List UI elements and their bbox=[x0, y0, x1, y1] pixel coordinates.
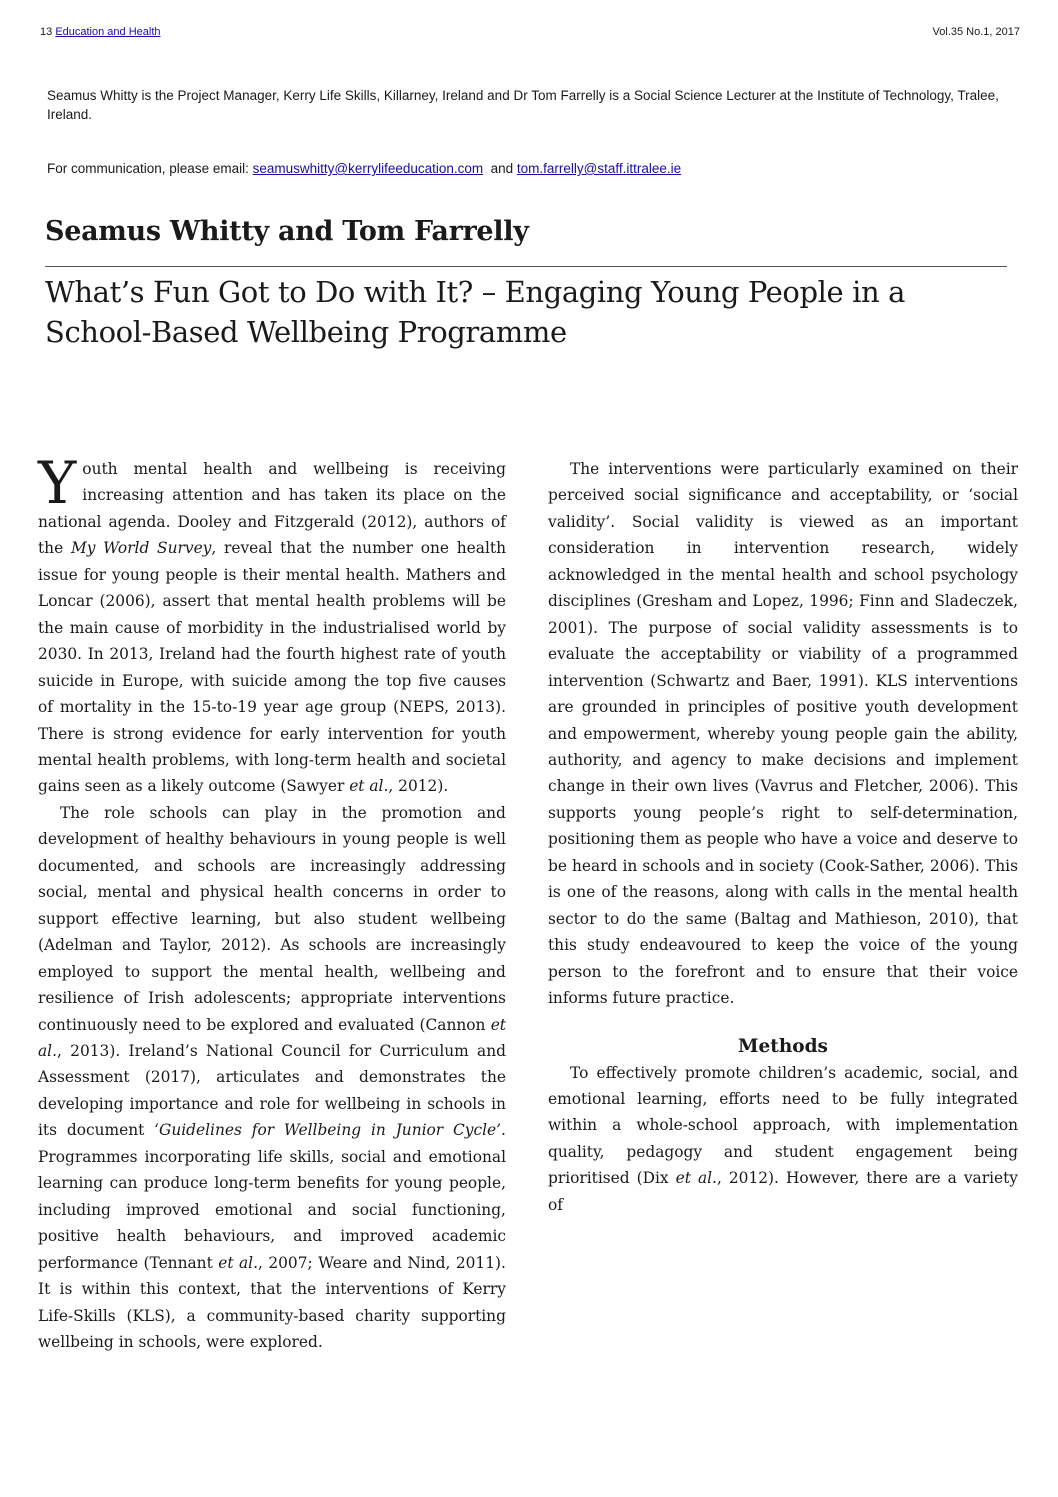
text-run bbox=[422, 1148, 429, 1166]
text-run bbox=[140, 963, 151, 981]
text-run: charity bbox=[355, 1306, 411, 1325]
text-run bbox=[428, 883, 438, 901]
text-run bbox=[114, 989, 124, 1007]
text-run bbox=[135, 804, 150, 822]
text-run bbox=[57, 1121, 67, 1139]
text-run: of bbox=[438, 1280, 454, 1299]
text-run: employed bbox=[38, 962, 114, 981]
text-run: Life-Skills bbox=[38, 1306, 116, 1325]
text-run bbox=[116, 1307, 127, 1325]
text-run: development bbox=[38, 830, 139, 849]
text-run bbox=[366, 936, 375, 954]
text-run: 2013). bbox=[70, 1041, 121, 1060]
text-run: in bbox=[413, 883, 429, 902]
text-italic bbox=[274, 1121, 284, 1139]
text-run bbox=[176, 1307, 187, 1325]
text-run: behaviours, bbox=[184, 1227, 276, 1246]
text-run bbox=[337, 1201, 352, 1219]
text-run: , bbox=[57, 1041, 62, 1060]
text-run: to bbox=[124, 962, 141, 981]
text-run bbox=[264, 883, 274, 901]
text-run: improved bbox=[340, 1227, 414, 1246]
text-run: in bbox=[321, 830, 337, 849]
text-run: and bbox=[477, 1041, 506, 1060]
contact-and: and bbox=[483, 161, 517, 176]
text-run: of bbox=[123, 989, 139, 1008]
text-run: , reveal that the number one health issue for young people is their mental health. Mathers and Loncar (2006), assert that mental health problems will be the main cause of morbidity in the industrialised world by 2030. In 2013, Ireland had the fourth highest rate of youth suicide in Europe, with suicide among the top five causes of mortality in the 15-to-19 year age group (NEPS, 2013). There is strong evidence for early intervention for youth mental health problems, with long-term health and societal gains seen as a likely outcome (Sawyer bbox=[38, 539, 506, 796]
text-run bbox=[111, 1201, 126, 1219]
text-run: To effectively promote children’s academic, social, and emotional learning, efforts need to be fully integrated within a whole-school approach, with implementation quality, pedagogy and student engagement being prioritised (Dix bbox=[548, 1063, 1018, 1188]
text-run: health bbox=[273, 883, 323, 902]
text-run: well bbox=[473, 830, 506, 849]
text-run bbox=[417, 910, 430, 928]
text-run: continuously bbox=[38, 1015, 138, 1034]
text-run bbox=[462, 804, 477, 822]
text-run: are bbox=[375, 936, 402, 955]
text-run bbox=[367, 804, 382, 822]
header-left bbox=[40, 26, 161, 38]
text-run bbox=[406, 857, 421, 875]
text-run: and bbox=[161, 883, 191, 902]
text-run: play bbox=[264, 803, 298, 822]
text-run: , 2012). However, there are a variety of bbox=[548, 1169, 1018, 1214]
text-run: and bbox=[153, 856, 183, 875]
text-run bbox=[200, 1201, 215, 1219]
text-run bbox=[397, 1201, 412, 1219]
article-title: What’s Fun Got to Do with It? – Engaging Young People in a School-Based Wellbeing Programme bbox=[45, 275, 905, 349]
text-run bbox=[151, 936, 160, 954]
text-run: for bbox=[296, 1094, 319, 1113]
text-run: that bbox=[250, 1280, 282, 1299]
text-run: order bbox=[437, 883, 481, 902]
text-run: Taylor, bbox=[160, 936, 212, 955]
text-run: skills, bbox=[289, 1147, 335, 1166]
text-run: are bbox=[269, 856, 296, 875]
page-header bbox=[40, 26, 1020, 42]
text-run: Kerry bbox=[462, 1280, 506, 1299]
text-run: physical bbox=[199, 883, 264, 902]
paragraph-social-validity: The interventions were particularly examined on their perceived social significance and acceptability, or ‘social validity’. Social validity is viewed as an important consideration in intervention research, widely acknowledged in the mental health and school psychology disciplines (Gresham and Lopez, 1996; Finn and Sladeczek, 2001). The purpose of social validity assessments is to evaluate the acceptability or viability of a programmed intervention (Schwartz and Baer, 1991). KLS interventions are grounded in principles of positive youth development and empowerment, whereby young people gain the ability, authority, and agency to make decisions and implement change in their own lives (Vavrus and Fletcher, 2006). This supports young people’s right to self-determination, positioning them as people who have a voice and deserve to be heard in schools and in society (Cook-Sather, 2006). This is one of the reasons, along with calls in the mental health sector to do the same (Baltag and Mathieson, 2010), that this study endeavoured to keep the voice of the young person to the forefront and to ensure that their voice informs future practice. bbox=[548, 460, 1018, 1008]
text-run bbox=[184, 989, 194, 1007]
text-run: community-based bbox=[206, 1306, 345, 1325]
text-run: positive bbox=[38, 1227, 99, 1246]
text-run: healthy bbox=[165, 830, 224, 849]
text-run: . bbox=[501, 1121, 506, 1140]
text-run: role bbox=[104, 803, 135, 822]
text-run: wellbeing bbox=[389, 962, 466, 981]
text-run bbox=[410, 1307, 421, 1325]
text-run bbox=[291, 989, 301, 1007]
text-run bbox=[300, 1068, 315, 1086]
text-run: within bbox=[81, 1280, 131, 1299]
text-run bbox=[120, 1042, 128, 1060]
text-run: wellbeing bbox=[324, 1094, 401, 1113]
text-run: adolescents; bbox=[194, 989, 292, 1008]
text-run bbox=[139, 857, 154, 875]
text-run: demonstrates bbox=[359, 1068, 466, 1087]
text-run: 2011). bbox=[455, 1253, 506, 1272]
text-run: in bbox=[311, 803, 327, 822]
text-italic: al. bbox=[38, 1041, 57, 1060]
text-run: social, bbox=[38, 883, 88, 902]
text-italic bbox=[386, 1121, 396, 1139]
text-run: performance bbox=[38, 1253, 139, 1272]
text-run: appropriate bbox=[300, 989, 393, 1008]
text-italic: in bbox=[370, 1121, 386, 1140]
text-run: also bbox=[313, 909, 345, 928]
page-number: 13 bbox=[40, 26, 53, 38]
section-heading-methods: Methods bbox=[738, 1035, 828, 1057]
text-run: Council bbox=[281, 1041, 341, 1060]
text-run bbox=[255, 857, 270, 875]
contact-line bbox=[47, 159, 1007, 178]
text-run bbox=[241, 1280, 250, 1298]
text-italic: My World Survey bbox=[70, 539, 212, 558]
text-run: interventions bbox=[402, 989, 506, 1008]
text-run: people bbox=[396, 830, 449, 849]
text-italic: al. bbox=[238, 1253, 258, 1272]
text-run: health bbox=[116, 1227, 167, 1246]
paragraph-schools bbox=[38, 800, 506, 1356]
text-run: support bbox=[151, 962, 212, 981]
text-run: behaviours bbox=[229, 830, 316, 849]
text-run: learning, bbox=[191, 909, 262, 928]
text-run bbox=[113, 936, 122, 954]
text-run bbox=[345, 910, 358, 928]
text-run: schools bbox=[149, 803, 208, 822]
text-run bbox=[297, 804, 312, 822]
text-run bbox=[62, 1042, 70, 1060]
text-italic: Wellbeing bbox=[283, 1121, 362, 1140]
authors: Seamus Whitty and Tom Farrelly bbox=[45, 216, 529, 247]
text-run bbox=[379, 963, 390, 981]
text-run: academic bbox=[431, 1227, 506, 1246]
text-run: and bbox=[476, 803, 506, 822]
text-run: of bbox=[144, 830, 160, 849]
text-run: to bbox=[490, 883, 506, 902]
text-run: people, bbox=[448, 1174, 506, 1193]
text-run bbox=[429, 1280, 438, 1298]
text-run: the bbox=[290, 1280, 317, 1299]
email-link-whitty[interactable]: seamuswhitty@kerrylifeeducation.com bbox=[252, 161, 484, 176]
text-run: (Cannon bbox=[419, 1015, 486, 1034]
text-run bbox=[292, 1201, 307, 1219]
text-run: (Tennant bbox=[143, 1253, 213, 1272]
text-run: supporting bbox=[420, 1306, 506, 1325]
text-run bbox=[414, 1227, 432, 1245]
text-run: Programmes bbox=[38, 1147, 138, 1166]
text-run: its bbox=[38, 1121, 58, 1140]
text-run bbox=[300, 910, 313, 928]
text-run: and bbox=[392, 1147, 422, 1166]
text-run: promotion bbox=[381, 803, 463, 822]
text-run: outh mental health and wellbeing is receiving increasing attention and has taken its place on the national agenda. Dooley and Fitzgerald (2012), authors of the bbox=[38, 460, 506, 558]
text-run bbox=[183, 857, 198, 875]
text-italic: et al. bbox=[349, 777, 389, 796]
text-run: for bbox=[348, 1041, 372, 1060]
text-run: in bbox=[491, 1094, 506, 1113]
text-run: importance bbox=[129, 1094, 219, 1113]
text-run bbox=[196, 1307, 207, 1325]
text-run: articulates bbox=[216, 1068, 300, 1087]
text-run: developing bbox=[38, 1094, 124, 1113]
text-run bbox=[198, 1042, 206, 1060]
text-run: schools bbox=[308, 936, 367, 955]
text-run: document bbox=[66, 1121, 145, 1140]
text-run bbox=[98, 910, 111, 928]
paragraph-methods bbox=[548, 1060, 1018, 1219]
text-run bbox=[275, 1227, 293, 1245]
text-run: emotional bbox=[428, 1147, 506, 1166]
text-run bbox=[323, 883, 333, 901]
text-run bbox=[313, 963, 324, 981]
text-run bbox=[151, 883, 161, 901]
text-run bbox=[344, 1068, 359, 1086]
text-run: increasingly bbox=[410, 936, 506, 955]
text-run: increasingly bbox=[310, 856, 406, 875]
text-run bbox=[261, 910, 274, 928]
text-run: (2017), bbox=[144, 1068, 201, 1087]
text-run: in bbox=[118, 1332, 134, 1351]
text-run: role bbox=[259, 1094, 291, 1113]
text-run bbox=[401, 936, 410, 954]
text-run bbox=[212, 936, 221, 954]
text-run: and bbox=[372, 1253, 402, 1272]
text-run: emotional bbox=[215, 1200, 293, 1219]
drop-cap: Y bbox=[38, 449, 77, 517]
text-italic: for bbox=[251, 1121, 275, 1140]
journal-link[interactable]: Education and Health bbox=[55, 26, 161, 38]
text-run: support bbox=[38, 909, 99, 928]
text-run: Assessment bbox=[38, 1068, 130, 1087]
text-run: and bbox=[307, 1200, 337, 1219]
text-run: explored bbox=[230, 1015, 299, 1034]
text-run: social bbox=[341, 1147, 386, 1166]
text-run bbox=[144, 1121, 154, 1139]
text-run bbox=[386, 1148, 393, 1166]
text-run bbox=[207, 804, 222, 822]
text-run: and bbox=[293, 1227, 323, 1246]
text-run: 2007; bbox=[268, 1253, 313, 1272]
text-run bbox=[72, 1280, 81, 1298]
text-run: is bbox=[454, 830, 468, 849]
text-run: and bbox=[224, 1094, 254, 1113]
text-run bbox=[322, 1227, 340, 1245]
text-italic: et bbox=[218, 1253, 234, 1272]
email-link-farrelly[interactable]: tom.farrelly@staff.ittralee.ie bbox=[516, 161, 682, 176]
text-run bbox=[131, 1280, 140, 1298]
text-run bbox=[89, 804, 104, 822]
text-run bbox=[453, 1280, 462, 1298]
text-run: Irish bbox=[148, 989, 185, 1008]
text-run bbox=[130, 1068, 145, 1086]
text-run: functioning, bbox=[411, 1200, 506, 1219]
text-italic: Cycle’ bbox=[453, 1121, 502, 1140]
text-run: but bbox=[274, 909, 301, 928]
text-run: learning bbox=[38, 1174, 104, 1193]
text-run: wellbeing bbox=[430, 909, 506, 928]
paragraph-intro bbox=[38, 449, 506, 800]
text-run: long-term bbox=[214, 1174, 291, 1193]
text-run: (KLS), bbox=[126, 1306, 176, 1325]
text-run bbox=[393, 989, 403, 1007]
text-run: context, bbox=[178, 1280, 241, 1299]
text-run: a bbox=[186, 1306, 196, 1325]
text-run: be bbox=[206, 1015, 226, 1034]
text-run: and bbox=[121, 936, 151, 955]
text-run: can bbox=[109, 1174, 138, 1193]
text-run: It bbox=[38, 1280, 51, 1299]
text-run bbox=[403, 883, 413, 901]
text-run: resilience bbox=[38, 989, 114, 1008]
text-run: National bbox=[205, 1041, 274, 1060]
text-run bbox=[344, 1307, 355, 1325]
text-run bbox=[466, 1068, 481, 1086]
text-run: Curriculum bbox=[379, 1041, 469, 1060]
text-run: need bbox=[142, 1015, 181, 1034]
text-run: can bbox=[222, 803, 250, 822]
text-run bbox=[201, 1068, 216, 1086]
text-run: produce bbox=[143, 1174, 208, 1193]
text-run: interventions bbox=[325, 1280, 429, 1299]
text-run: including bbox=[38, 1200, 111, 1219]
text-run: the bbox=[341, 803, 367, 822]
text-run: As bbox=[280, 936, 300, 955]
text-run: explored. bbox=[249, 1332, 323, 1351]
text-run bbox=[50, 1280, 59, 1298]
text-italic: ‘Guidelines bbox=[154, 1121, 242, 1140]
body-column-left bbox=[38, 449, 506, 1355]
text-run: incorporating bbox=[144, 1147, 252, 1166]
text-run: schools bbox=[427, 1094, 486, 1113]
text-run: is bbox=[59, 1280, 73, 1299]
text-run: 2012). bbox=[221, 936, 272, 955]
author-affiliation: Seamus Whitty is the Project Manager, Kerry Life Skills, Killarney, Ireland and Dr Tom Farrelly is a Social Science Lecturer at the Institute of Technology, Tralee, Ireland. bbox=[47, 88, 999, 122]
text-run bbox=[99, 1227, 117, 1245]
text-run: improved bbox=[126, 1200, 200, 1219]
text-run: evaluated bbox=[338, 1015, 415, 1034]
text-run: health, bbox=[324, 962, 379, 981]
text-run: this bbox=[139, 1280, 169, 1299]
text-run bbox=[250, 804, 265, 822]
text-run bbox=[466, 963, 477, 981]
text-run: student bbox=[358, 909, 418, 928]
text-run: the bbox=[480, 1068, 506, 1087]
text-run: benefits bbox=[297, 1174, 360, 1193]
text-run bbox=[481, 883, 491, 901]
text-run: concerns bbox=[332, 883, 404, 902]
text-run: to bbox=[185, 1015, 202, 1034]
body-column-right bbox=[548, 456, 1018, 1218]
text-run: wellbeing bbox=[38, 1332, 114, 1351]
text-run: mental bbox=[97, 883, 152, 902]
text-italic bbox=[443, 1121, 453, 1139]
text-italic: et al. bbox=[675, 1169, 717, 1188]
text-run bbox=[296, 857, 311, 875]
text-run: young bbox=[342, 830, 391, 849]
title-divider bbox=[45, 266, 1007, 267]
text-run: mental bbox=[259, 962, 314, 981]
text-run: schools bbox=[197, 856, 256, 875]
text-italic bbox=[361, 1121, 371, 1139]
text-run: The bbox=[60, 803, 90, 822]
text-run bbox=[341, 1042, 349, 1060]
text-run: the bbox=[222, 962, 249, 981]
text-italic bbox=[242, 1121, 252, 1139]
text-run: in bbox=[406, 1094, 422, 1113]
text-run bbox=[178, 910, 191, 928]
text-run: addressing bbox=[420, 856, 506, 875]
text-run: , bbox=[257, 1253, 263, 1272]
text-run: social bbox=[351, 1200, 397, 1219]
text-run: were bbox=[206, 1332, 245, 1351]
text-run: (Adelman bbox=[38, 936, 113, 955]
text-run: Weare bbox=[318, 1253, 368, 1272]
text-run: and bbox=[314, 1068, 344, 1087]
volume-info: Vol.35 No.1, 2017 bbox=[932, 26, 1020, 38]
text-run: , 2012). bbox=[388, 777, 449, 796]
text-run bbox=[169, 1280, 178, 1298]
text-run: documented, bbox=[38, 856, 140, 875]
text-run bbox=[469, 1042, 477, 1060]
text-run: Nind, bbox=[407, 1253, 451, 1272]
text-run bbox=[327, 804, 342, 822]
text-run: for bbox=[366, 1174, 389, 1193]
text-run bbox=[113, 963, 124, 981]
text-run bbox=[212, 963, 223, 981]
text-run: effective bbox=[111, 909, 179, 928]
text-run bbox=[299, 936, 308, 954]
text-run: and bbox=[476, 962, 506, 981]
text-run bbox=[190, 883, 200, 901]
text-run: Ireland’s bbox=[128, 1041, 198, 1060]
text-italic: Junior bbox=[395, 1121, 444, 1140]
text-run: and bbox=[304, 1015, 333, 1034]
text-run: life bbox=[257, 1147, 283, 1166]
text-run bbox=[139, 989, 149, 1007]
text-italic: et bbox=[490, 1015, 506, 1034]
text-run bbox=[282, 1280, 291, 1298]
text-run bbox=[166, 1227, 184, 1245]
text-run bbox=[251, 1148, 258, 1166]
text-run: young bbox=[394, 1174, 443, 1193]
text-run bbox=[248, 963, 259, 981]
contact-prefix: For communication, please email: bbox=[47, 161, 253, 176]
text-run: schools, bbox=[138, 1332, 202, 1351]
